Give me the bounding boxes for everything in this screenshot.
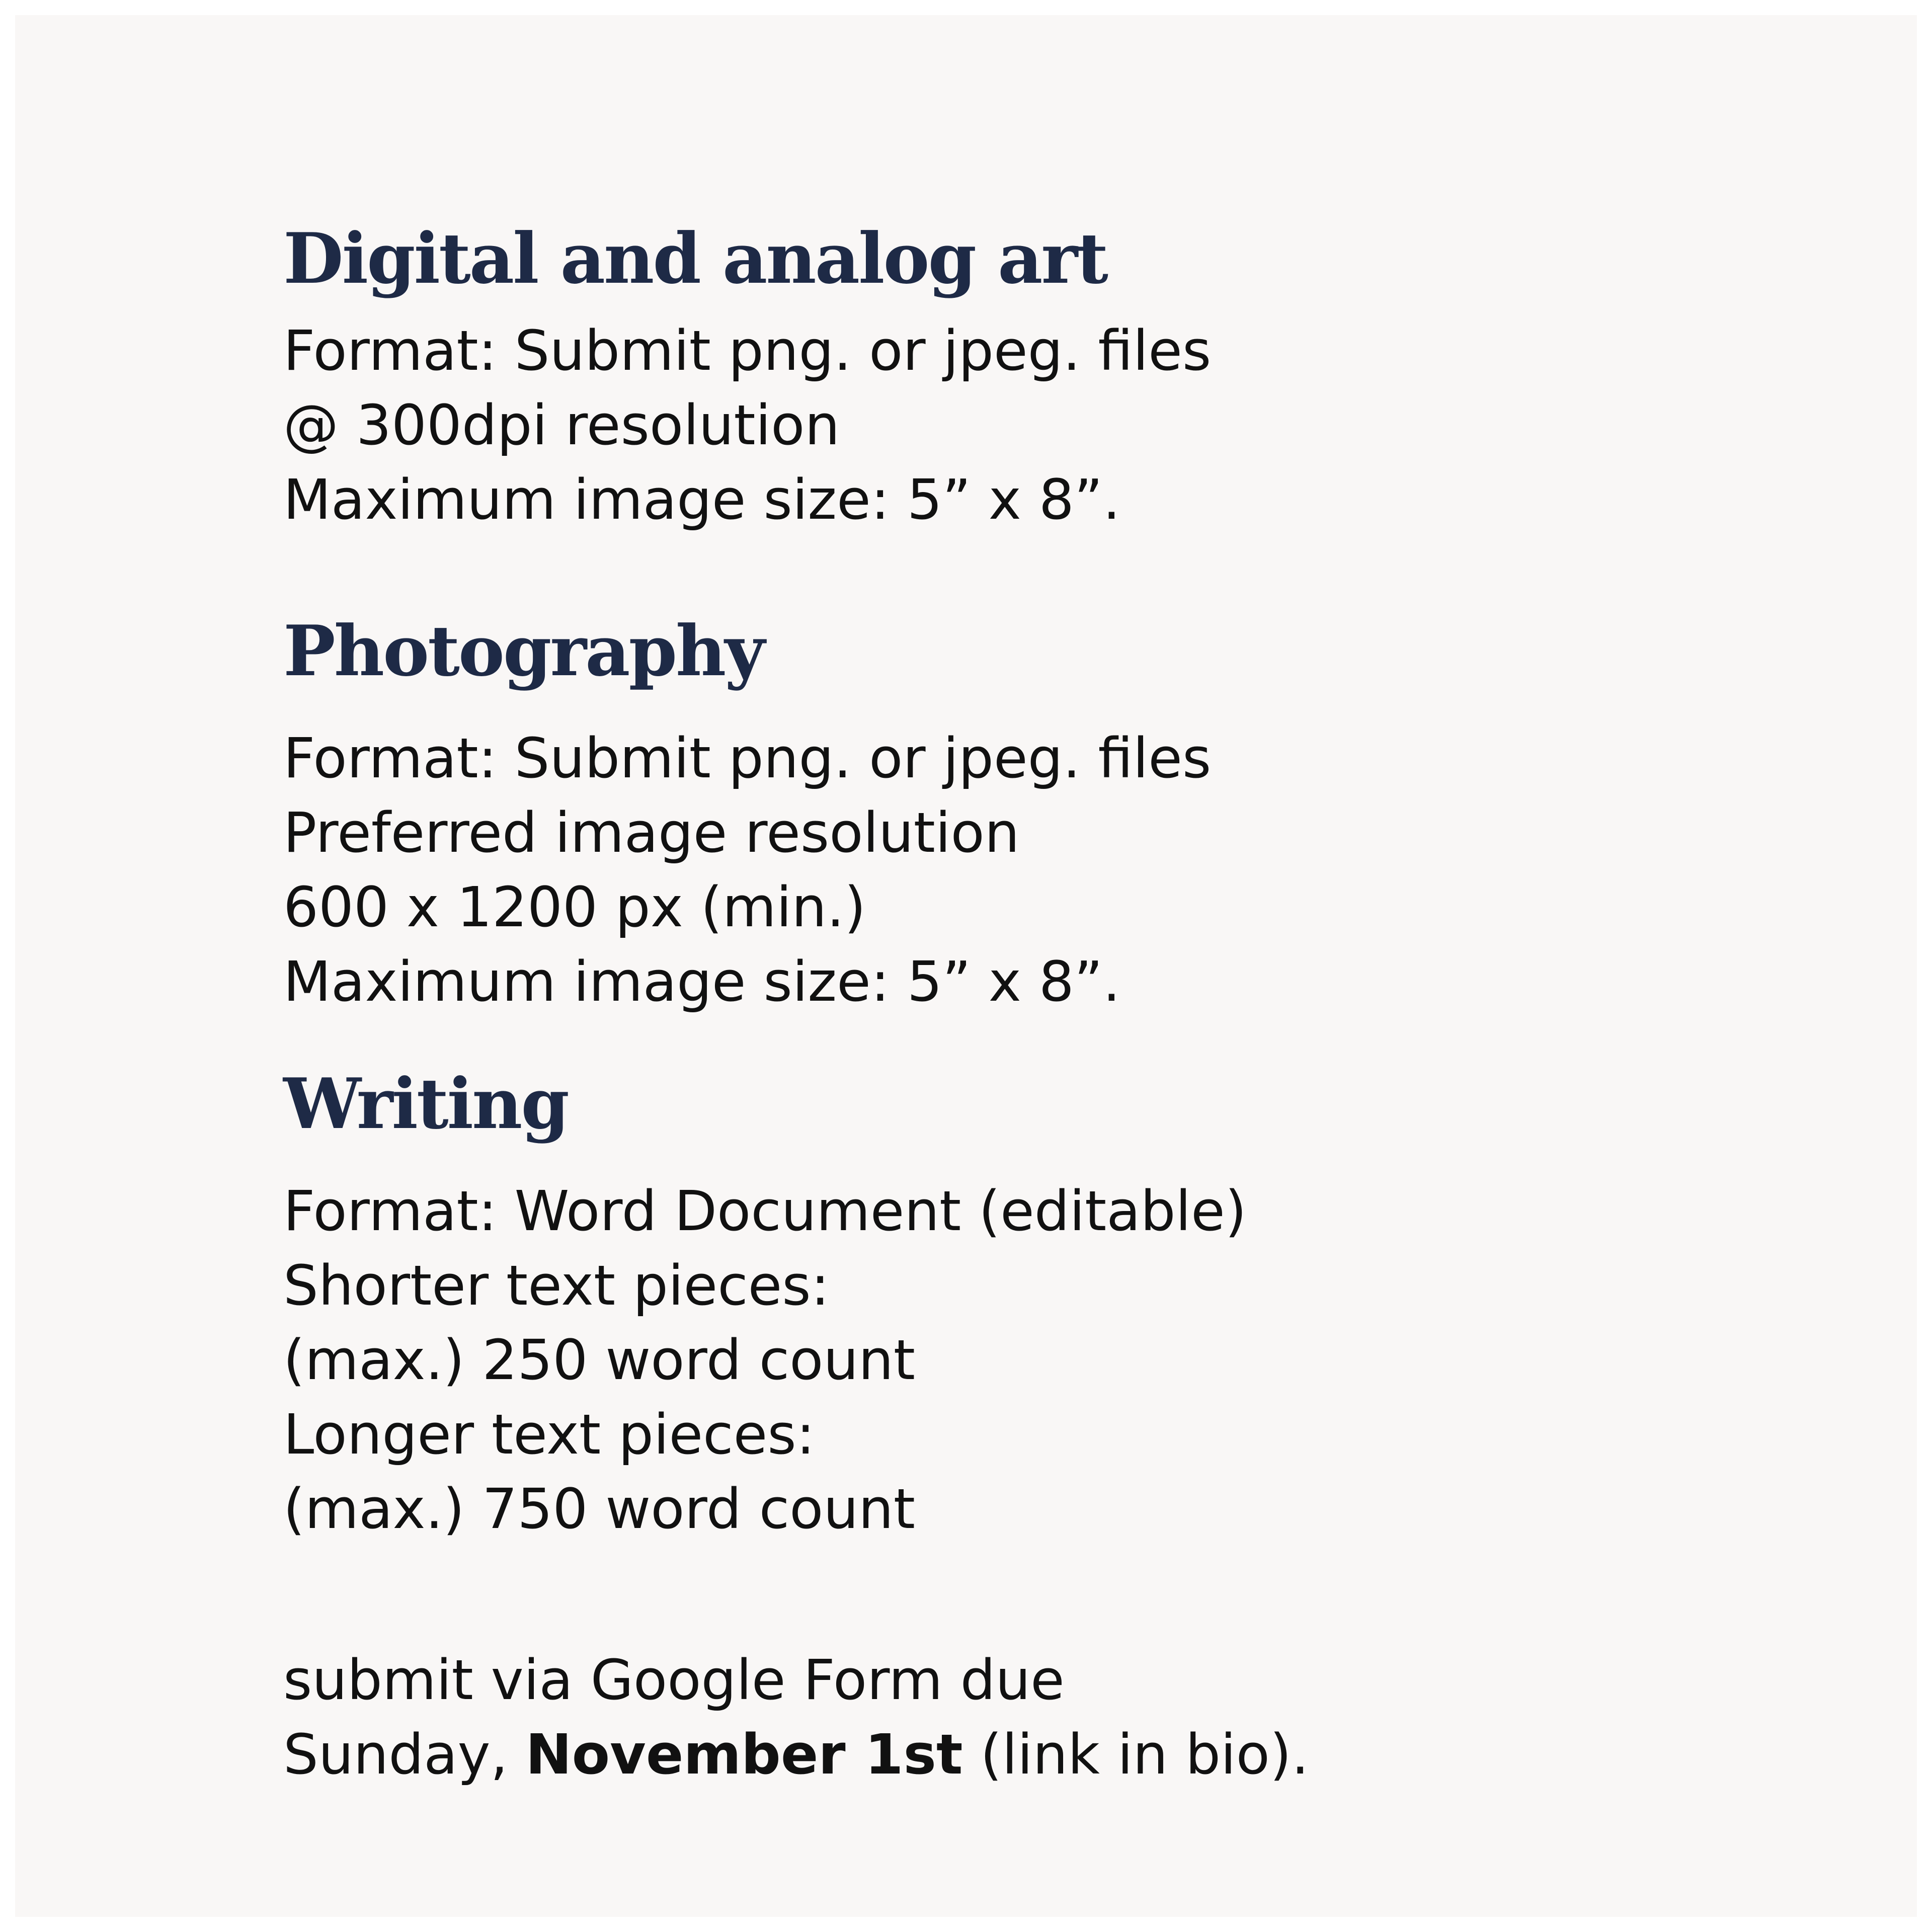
spec-line: @ 300dpi resolution [283,393,840,457]
submission-day: Sunday, [283,1722,526,1787]
spec-line: Format: Submit png. or jpeg. files [283,318,1212,383]
spec-line: 600 x 1200 px (min.) [283,875,866,939]
submission-link-note: (link in bio). [962,1722,1309,1787]
spec-line: Preferred image resolution [283,800,1020,865]
section-heading: Photography [283,610,764,692]
spec-line: (max.) 250 word count [283,1328,916,1392]
spec-line: Maximum image size: 5” x 8”. [283,467,1120,532]
spec-line: Format: Word Document (editable) [283,1179,1247,1243]
page-background [15,15,1917,1917]
spec-line: Maximum image size: 5” x 8”. [283,949,1120,1014]
spec-line: (max.) 750 word count [283,1477,916,1541]
section-heading: Writing [283,1063,568,1145]
submission-deadline: November 1st [525,1722,963,1787]
spec-line: Longer text pieces: [283,1402,815,1467]
section-writing [283,1063,1247,1546]
spec-line: Shorter text pieces: [283,1253,830,1318]
section-photography [283,610,1212,1019]
submission-line-1: submit via Google Form due [283,1648,1065,1712]
submission-line-2 [283,1717,1309,1792]
submission-note [283,1643,1309,1792]
spec-line: Format: Submit png. or jpeg. files [283,726,1212,790]
section-digital-analog-art [283,217,1212,537]
section-heading: Digital and analog art [283,217,1107,299]
